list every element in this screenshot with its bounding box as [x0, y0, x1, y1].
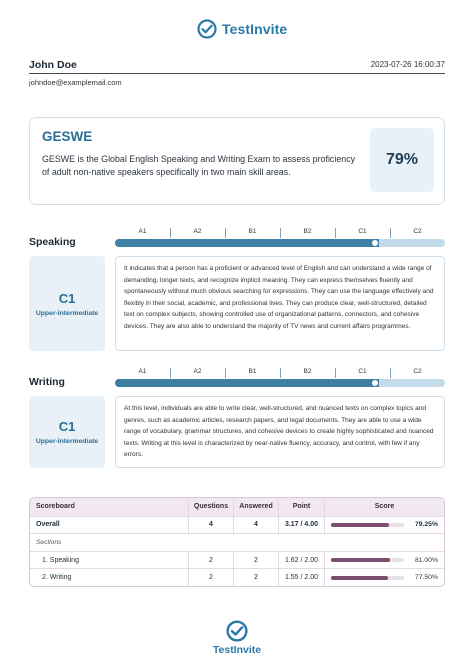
- level-divider: [170, 368, 171, 378]
- score-bar-fill: [331, 523, 389, 527]
- score-bar-fill: [331, 576, 388, 580]
- brand-name: TestInvite: [222, 21, 288, 37]
- row-point: 1.62 / 2.00: [278, 552, 324, 569]
- row-label: Overall: [36, 521, 60, 529]
- header-questions: Questions: [188, 498, 233, 516]
- footer-logo: [0, 620, 474, 656]
- level-divider: [280, 228, 281, 238]
- table-header-row: [30, 498, 444, 516]
- overall-score: 79%: [385, 151, 419, 168]
- level-divider: [335, 368, 336, 378]
- table-row: [30, 568, 444, 586]
- header-score: Score: [324, 498, 444, 516]
- score-bar: [331, 523, 404, 527]
- exam-description: GESWE is the Global English Speaking and Writing Exam to assess proficiency of adult non-native speakers specifically in two main skill areas.: [42, 154, 356, 177]
- header-answered: Answered: [233, 498, 278, 516]
- level-label-a1: A1: [138, 368, 147, 375]
- row-score: [324, 517, 444, 534]
- candidate-email: johndoe@examplemail.com: [29, 78, 122, 87]
- score-value: 77.50%: [414, 574, 438, 582]
- level-scale-speaking: [115, 228, 445, 250]
- score-value: 81.00%: [414, 556, 438, 564]
- skill-title-writing: Writing: [29, 376, 65, 388]
- score-bar-fill: [331, 558, 390, 562]
- level-divider: [170, 228, 171, 238]
- level-label-b1: B1: [248, 228, 257, 235]
- check-badge-icon: [226, 620, 248, 642]
- row-label: 1. Speaking: [42, 556, 79, 564]
- level-divider: [280, 368, 281, 378]
- level-divider: [390, 228, 391, 238]
- row-questions: 2: [188, 552, 233, 569]
- row-answered: 4: [233, 517, 278, 534]
- level-bar-fill: [115, 239, 379, 247]
- row-score: [324, 569, 444, 586]
- skill-title-speaking: Speaking: [29, 236, 76, 248]
- scoreboard-table: [29, 497, 445, 587]
- level-divider: [390, 368, 391, 378]
- level-divider: [335, 228, 336, 238]
- level-divider: [225, 368, 226, 378]
- level-badge-speaking: [29, 256, 105, 351]
- row-label: 2. Writing: [42, 574, 72, 582]
- level-code: C1: [58, 290, 76, 306]
- level-name: Upper-intermediate: [35, 438, 99, 445]
- level-label-c2: C2: [413, 228, 422, 235]
- row-answered: 2: [233, 552, 278, 569]
- skill-description-writing: At this level, individuals are able to write clear, well-structured, and nuanced texts on complex topics and genres, such as academic articles, research papers, and legal documents. They are able to use a wide range of vocabulary, grammar structures, and cohesive devices to create highly sophisticated and nuanced texts. Writing at this level is characterized by near-native fluency, accuracy, and control, with few if any errors.: [115, 396, 445, 468]
- exam-title: GESWE: [42, 129, 93, 144]
- overall-score-box: [370, 128, 434, 192]
- divider: [29, 73, 445, 74]
- row-questions: 2: [188, 569, 233, 586]
- summary-card: [29, 117, 445, 205]
- row-answered: 2: [233, 569, 278, 586]
- header-logo: [197, 19, 287, 39]
- skill-description-speaking: It indicates that a person has a proficient or advanced level of English and can understand a wide range of demanding, longer texts, and recognize implicit meaning. They can express themselves fluently and spontaneously without much obvious searching for expressions. They can use the language effectively and flexibly in their social, academic, and professional lives. They can produce clear, well-structured, detailed text on complex subjects, showing controlled use of organizational patterns, connectors, and cohesive devices. They are also able to understand the majority of TV news and current affairs programmes.: [115, 256, 445, 351]
- level-name: Upper-intermediate: [35, 309, 99, 317]
- table-row-sections: [30, 533, 444, 551]
- level-scale-writing: [115, 368, 445, 390]
- level-label-c1: C1: [358, 228, 367, 235]
- level-marker: [371, 239, 379, 247]
- score-value: 79.25%: [414, 521, 438, 529]
- level-label-c1: C1: [358, 368, 367, 375]
- level-label-b2: B2: [303, 228, 312, 235]
- row-questions: 4: [188, 517, 233, 534]
- row-score: [324, 552, 444, 569]
- level-label-c2: C2: [413, 368, 422, 375]
- footer-brand-name: TestInvite: [212, 644, 262, 656]
- level-bar-fill: [115, 379, 379, 387]
- level-label-b1: B1: [248, 368, 257, 375]
- candidate-name: John Doe: [29, 59, 77, 71]
- report-date: 2023-07-26 16:00:37: [370, 60, 445, 69]
- level-label-b2: B2: [303, 368, 312, 375]
- sections-label: Sections: [36, 538, 62, 546]
- level-label-a2: A2: [193, 368, 202, 375]
- level-marker: [371, 379, 379, 387]
- row-point: 1.55 / 2.00: [278, 569, 324, 586]
- level-code: C1: [58, 419, 76, 434]
- header-scoreboard: Scoreboard: [36, 503, 75, 511]
- level-label-a1: A1: [138, 228, 147, 235]
- table-row: [30, 551, 444, 569]
- level-badge-writing: [29, 396, 105, 468]
- score-bar: [331, 558, 404, 562]
- check-badge-icon: [197, 19, 217, 39]
- header-point: Point: [278, 498, 324, 516]
- row-point: 3.17 / 4.00: [278, 517, 324, 534]
- score-bar: [331, 576, 404, 580]
- table-row-overall: [30, 516, 444, 534]
- level-divider: [225, 228, 226, 238]
- level-label-a2: A2: [193, 228, 202, 235]
